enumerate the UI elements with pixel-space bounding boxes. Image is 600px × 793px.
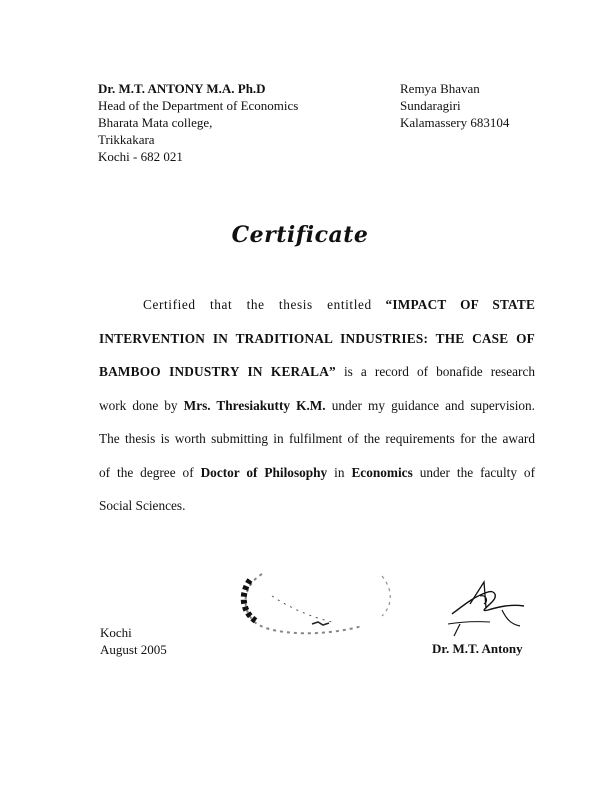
body-text: is a record of bonafide research	[343, 364, 536, 379]
college-seal-stamp	[232, 566, 402, 636]
thesis-title-end: BAMBOO INDUSTRY IN KERALA”	[99, 364, 336, 379]
body-line	[99, 389, 535, 423]
sender-name: Dr. M.T. ANTONY M.A. Ph.D	[98, 81, 266, 96]
subject-name: Economics	[351, 464, 413, 480]
sender-block	[98, 80, 298, 165]
body-line	[99, 456, 535, 490]
body-line	[99, 489, 535, 523]
body-line	[99, 355, 535, 389]
candidate-name: Mrs. Thresiakutty K.M.	[183, 397, 326, 413]
signature-mark	[440, 574, 530, 644]
place-date-block	[100, 624, 167, 658]
body-text: work done by	[99, 397, 178, 413]
date-text: August 2005	[100, 642, 167, 657]
degree-name: Doctor of Philosophy	[200, 464, 328, 480]
body-text: The thesis is worth submitting in fulfilment of the requirements for the award	[99, 431, 535, 446]
place-text: Kochi	[100, 625, 132, 640]
body-text: Social Sciences.	[99, 498, 186, 513]
body-text: in	[334, 464, 345, 480]
body-text: of the degree of	[99, 464, 194, 480]
residence-address-block	[400, 80, 509, 131]
body-line	[99, 422, 535, 456]
thesis-title-start: “IMPACT OF STATE	[385, 297, 536, 312]
body-line	[99, 322, 535, 356]
body-text: Certified that the thesis entitled	[143, 297, 372, 312]
body-line	[99, 288, 535, 322]
signatory-name: Dr. M.T. Antony	[432, 641, 523, 656]
address-line: Sundaragiri	[400, 98, 461, 113]
address-line: Kalamassery 683104	[400, 115, 510, 130]
sender-line: Trikkakara	[98, 132, 155, 147]
address-line: Remya Bhavan	[400, 81, 480, 96]
certificate-body	[99, 288, 535, 523]
certificate-title: Certificate	[231, 222, 369, 248]
sender-line: Bharata Mata college,	[98, 115, 213, 130]
sender-line: Head of the Department of Economics	[98, 98, 299, 113]
body-text: under the faculty of	[419, 464, 535, 480]
thesis-title-middle: INTERVENTION IN TRADITIONAL INDUSTRIES: THE CASE OF	[99, 330, 535, 346]
sender-line: Kochi - 682 021	[98, 149, 183, 164]
body-text: under my guidance and supervision.	[331, 397, 536, 413]
